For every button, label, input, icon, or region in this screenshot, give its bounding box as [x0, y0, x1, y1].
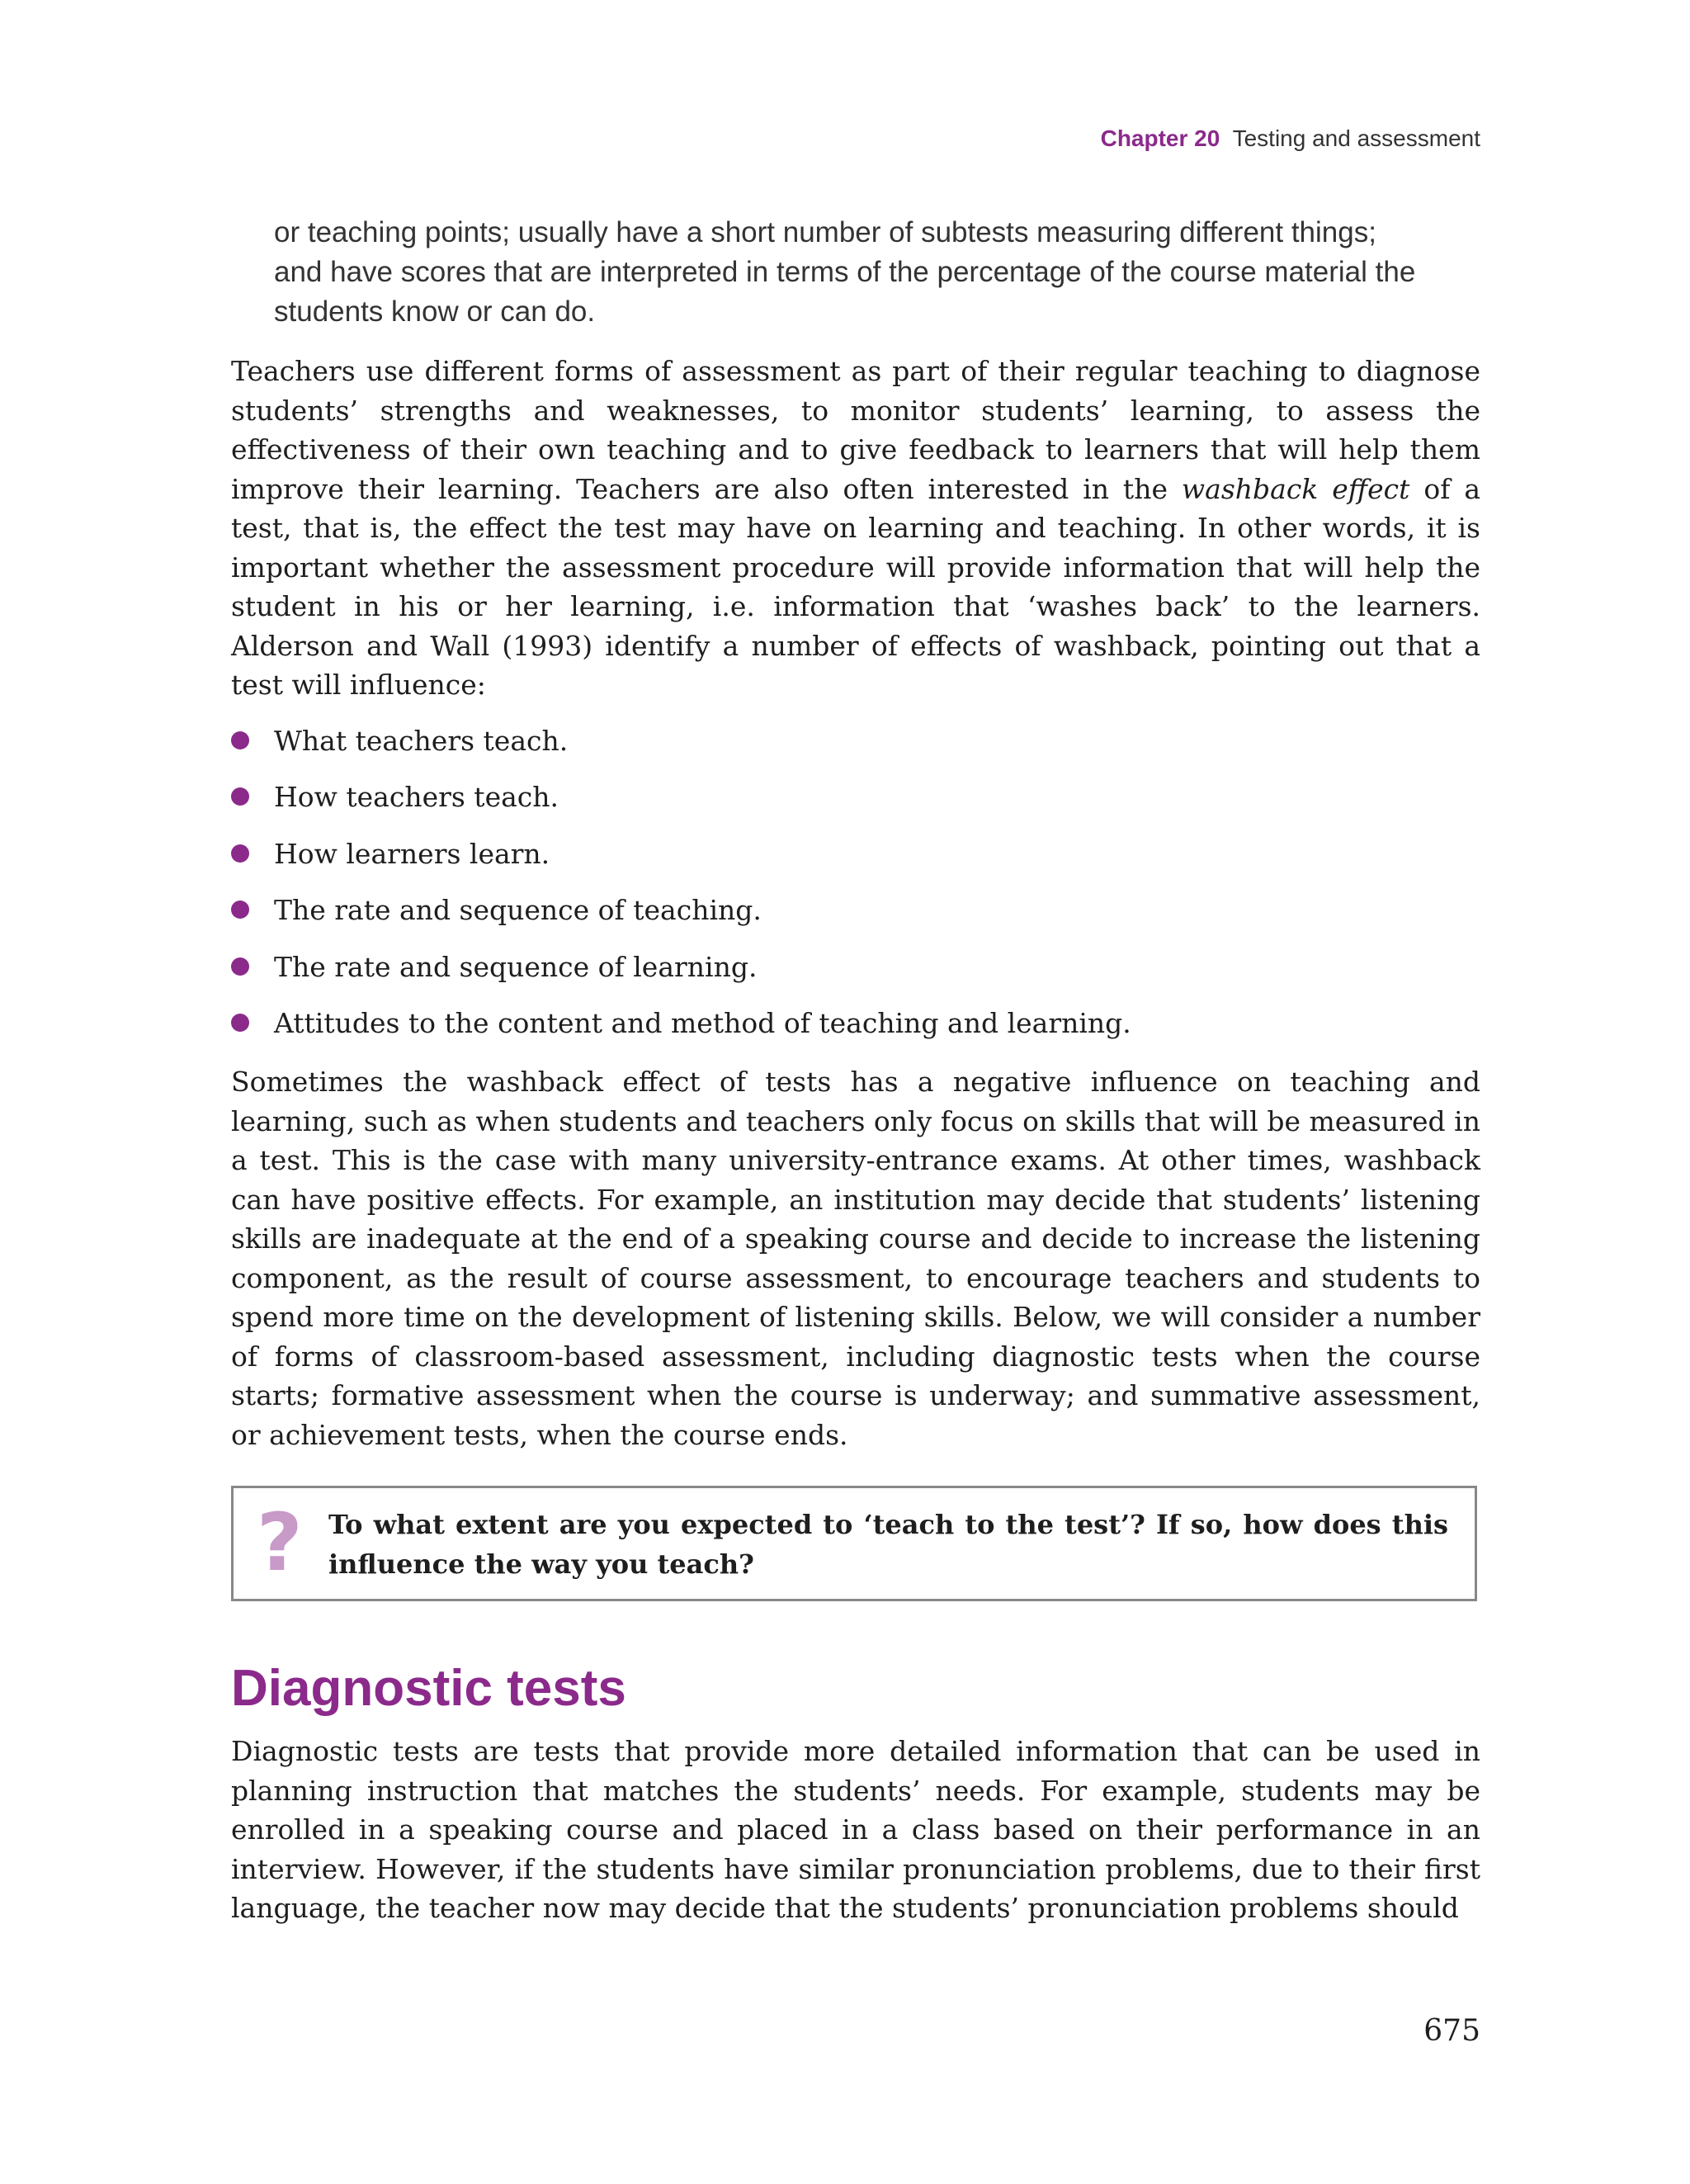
paragraph-diagnostic-tests: Diagnostic tests are tests that provide more detailed information that can be used in planning instruction that matches the students’ needs. For example, students may be enrolled in a speaking course and placed in a class based on their performance in an interview. However, if the students have similar pronunciation problems, due to their first language, the teacher now may decide that the students’ pronunciation problems should — [231, 1735, 1480, 1924]
list-item: The rate and sequence of learning. — [231, 948, 1480, 1004]
bullet-icon — [231, 731, 249, 749]
bullet-icon — [231, 787, 249, 806]
paragraph-washback-negative: Sometimes the washback effect of tests has a negative influence on teaching and learning, such as when students and teachers only focus on skills that will be measured in a test. This is the case with many university-entrance exams. At other times, washback can have positive effects. For example, an institution may decide that students’ listening skills are inadequate at the end of a speaking course and decide to increase the listening component, as the result of course assessment, to encourage teachers and students to spend more time on the development of listening skills. Below, we will consider a number of forms of classroom-based assessment, including diagnostic tests when the course starts; formative assessment when the course is underway; and summative assessment, or achievement tests, when the course ends. — [231, 1066, 1480, 1451]
bullet-icon — [231, 901, 249, 919]
section-heading: Diagnostic tests — [231, 1660, 626, 1717]
continuation-paragraph: or teaching points; usually have a short number of subtests measuring different things; and have scores that are interpreted in terms of the percentage of the course material the students know or can do. — [274, 216, 1416, 328]
list-item: What teachers teach. — [231, 721, 1480, 778]
washback-effects-list — [231, 721, 1480, 1060]
reflection-question-box — [231, 1486, 1477, 1601]
chapter-title: Testing and assessment — [1232, 125, 1480, 151]
list-item: How teachers teach. — [231, 778, 1480, 834]
paragraph-washback-part2: of a test, that is, the effect the test may have on learning and teaching. In other words, it is important whether the assessment procedure will provide information that will help the student in his or her learning, i.e. information that ‘washes back’ to the learners. Alderson and Wall (1993) identify a number of effects of washback, pointing out that a test will influence: — [231, 472, 1480, 701]
paragraph-washback-part1: Teachers use different forms of assessment as part of their regular teaching to diagnose students’ strengths and weaknesses, to monitor students’ learning, to assess the effectiveness of their own teaching and to give feedback to learners that will help them improve their learning. Teachers are also often interested in the — [231, 355, 1480, 505]
list-item: The rate and sequence of teaching. — [231, 891, 1480, 947]
washback-effect-term: washback effect — [1181, 472, 1410, 505]
page-number: 675 — [1423, 2014, 1480, 2048]
list-item: Attitudes to the content and method of teaching and learning. — [231, 1004, 1480, 1060]
chapter-label: Chapter 20 — [1100, 125, 1220, 151]
reflection-question-text: To what extent are you expected to ‘teach to the test’? If so, how does this influence the way you teach? — [328, 1509, 1448, 1580]
list-item: How learners learn. — [231, 834, 1480, 891]
bullet-icon — [231, 1014, 249, 1032]
bullet-icon — [231, 957, 249, 976]
question-mark-icon: ? — [257, 1496, 303, 1589]
paragraph-washback — [231, 352, 1480, 705]
bullet-icon — [231, 844, 249, 863]
running-head — [1101, 125, 1480, 152]
